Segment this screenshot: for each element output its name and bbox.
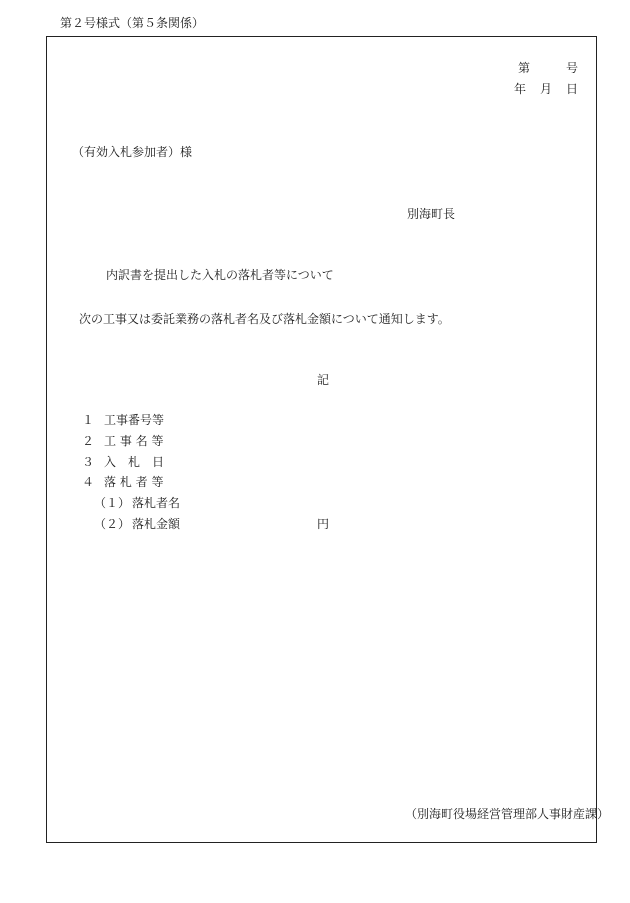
sub-item-number: （２） [94, 517, 131, 531]
sub-item [94, 497, 180, 509]
item-label: 落 札 者 等 [104, 475, 164, 489]
sub-item-label: 落札金額 [132, 517, 181, 531]
date-line [514, 83, 578, 95]
item-number: １ [82, 413, 95, 427]
item-label: 工 事 名 等 [104, 434, 164, 448]
list-item [82, 456, 164, 468]
sub-item [94, 518, 180, 530]
subject-line: 内訳書を提出した入札の落札者等について [106, 268, 334, 282]
list-item [82, 435, 163, 447]
addressee: （有効入札参加者）様 [72, 145, 193, 159]
form-number-label: 第２号様式（第５条関係） [60, 16, 205, 30]
date-day: 日 [565, 82, 578, 96]
list-item [82, 476, 163, 488]
number-suffix: 号 [565, 61, 578, 75]
body-text: 次の工事又は委託業務の落札者名及び落札金額について通知します。 [79, 312, 450, 326]
list-item [82, 414, 164, 426]
item-label: 入 札 日 [104, 455, 165, 469]
item-number: ４ [82, 475, 95, 489]
item-label: 工事番号等 [104, 413, 165, 427]
document-number-line [518, 62, 578, 74]
department-footer: （別海町役場経営管理部人事財産課） [404, 807, 609, 821]
ki-heading: 記 [317, 373, 330, 387]
date-month: 月 [539, 82, 552, 96]
item-number: ３ [82, 455, 95, 469]
date-year: 年 [513, 82, 526, 96]
sub-item-number: （１） [94, 496, 131, 510]
number-prefix: 第 [517, 61, 530, 75]
yen-unit: 円 [317, 517, 330, 531]
sub-item-label: 落札者名 [132, 496, 181, 510]
item-number: ２ [82, 434, 95, 448]
sender-name: 別海町長 [407, 207, 456, 221]
